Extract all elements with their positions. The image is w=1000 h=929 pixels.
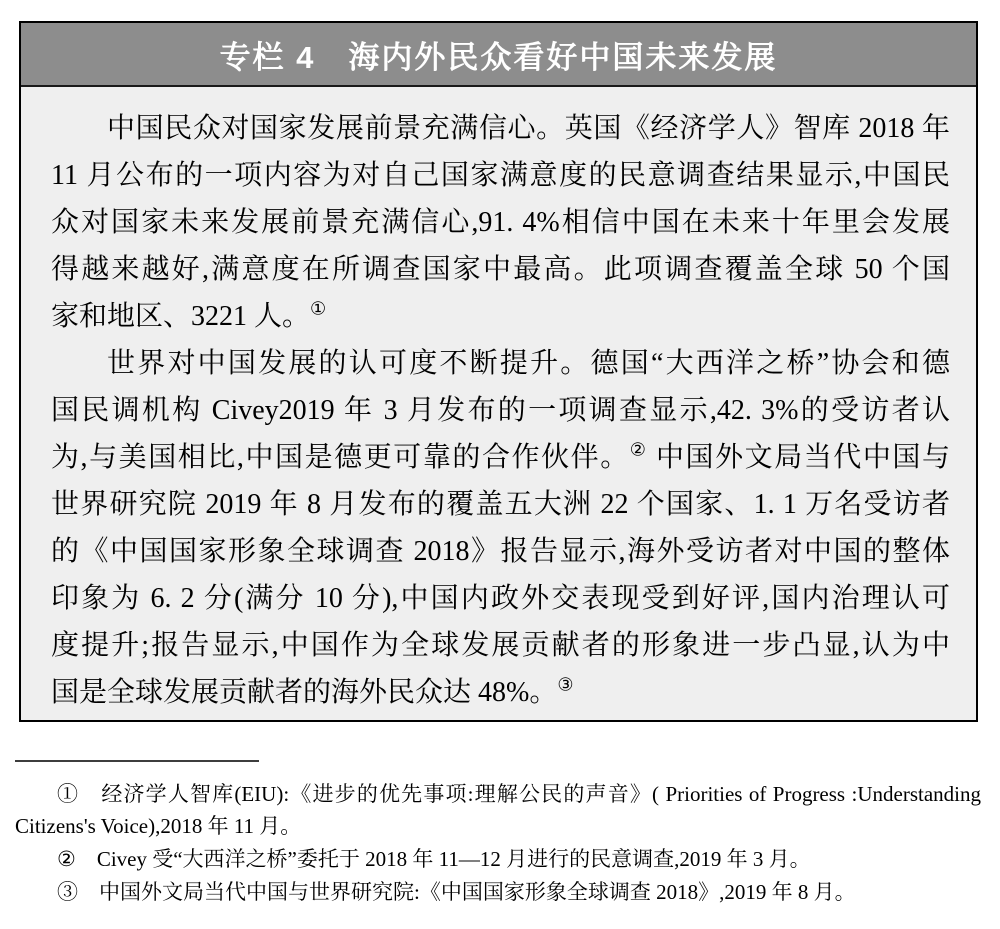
text-run: 家和地区、3221 人。 — [51, 301, 311, 332]
text-line — [51, 246, 950, 293]
text-run: 中国外文局当代中国与 — [647, 442, 950, 473]
column-header — [21, 23, 976, 87]
text-line — [15, 810, 981, 842]
text-line — [15, 843, 981, 875]
text-line — [15, 876, 981, 908]
column-box — [19, 21, 978, 722]
footnote-item — [15, 843, 981, 875]
text-run: ③ 中国外文局当代中国与世界研究院:《中国国家形象全球调查 2018》,2019 年 8 月。 — [57, 880, 856, 904]
paragraph — [51, 105, 950, 340]
paragraph — [51, 340, 950, 716]
text-line — [51, 528, 950, 575]
text-run: 世界研究院 2019 年 8 月发布的覆盖五大洲 22 个国家、1. 1 万名受访者 — [51, 489, 950, 520]
text-line — [15, 778, 981, 810]
footnote-separator-rule — [15, 760, 259, 762]
text-run: Citizens's Voice),2018 年 11 月。 — [15, 814, 302, 838]
footnote-item — [15, 876, 981, 908]
column-body-text — [21, 87, 976, 716]
footnotes-section — [15, 778, 981, 909]
text-line — [51, 152, 950, 199]
footnote-item — [15, 778, 981, 842]
text-run: 世界对中国发展的认可度不断提升。德国“大西洋之桥”协会和德 — [107, 348, 950, 379]
text-line — [51, 622, 950, 669]
text-line — [51, 199, 950, 246]
text-run: ① 经济学人智库(EIU):《进步的优先事项:理解公民的声音》( Priorities of Progress :Understanding — [57, 782, 981, 806]
text-line — [51, 669, 950, 716]
text-run: 为,与美国相比,中国是德更可靠的合作伙伴。 — [51, 442, 630, 473]
footnote-ref: ① — [310, 298, 327, 319]
text-run: 度提升;报告显示,中国作为全球发展贡献者的形象进一步凸显,认为中 — [51, 630, 950, 661]
text-run: 国民调机构 Civey2019 年 3 月发布的一项调查显示,42. 3%的受访者认 — [51, 395, 950, 426]
text-run: 众对国家未来发展前景充满信心,91. 4%相信中国在未来十年里会发展 — [51, 207, 950, 238]
text-line — [51, 387, 950, 434]
text-line — [51, 575, 950, 622]
footnote-ref: ③ — [557, 674, 574, 695]
text-run: 国是全球发展贡献者的海外民众达 48%。 — [51, 677, 558, 708]
text-run: 得越来越好,满意度在所调查国家中最高。此项调查覆盖全球 50 个国 — [51, 254, 950, 285]
text-run: 的《中国国家形象全球调查 2018》报告显示,海外受访者对中国的整体 — [51, 536, 950, 567]
text-line — [51, 434, 950, 481]
text-line — [51, 481, 950, 528]
text-run: 11 月公布的一项内容为对自己国家满意度的民意调查结果显示,中国民 — [51, 160, 950, 191]
footnote-ref: ② — [629, 439, 648, 460]
text-run: 中国民众对国家发展前景充满信心。英国《经济学人》智库 2018 年 — [107, 113, 950, 144]
text-line — [51, 340, 950, 387]
column-title: 专栏 4 海内外民众看好中国未来发展 — [219, 39, 778, 75]
text-line — [51, 293, 950, 340]
text-run: ② Civey 受“大西洋之桥”委托于 2018 年 11—12 月进行的民意调查,2019 年 3 月。 — [57, 847, 811, 871]
text-line — [51, 105, 950, 152]
text-run: 印象为 6. 2 分(满分 10 分),中国内政外交表现受到好评,国内治理认可 — [51, 583, 950, 614]
